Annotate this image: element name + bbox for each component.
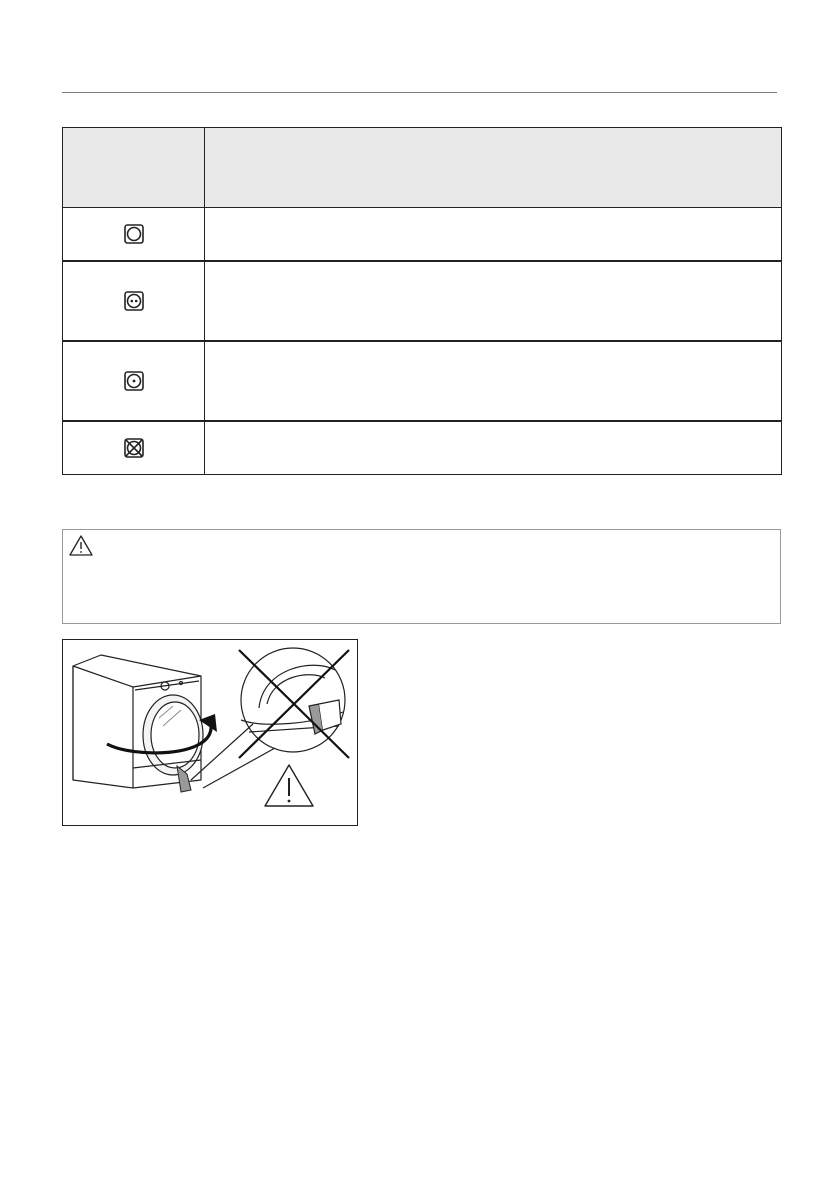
table-row <box>63 261 782 341</box>
table-row <box>63 421 782 475</box>
table-row <box>63 208 782 262</box>
table-row <box>63 341 782 421</box>
description-cell <box>205 208 782 262</box>
symbol-cell <box>63 421 205 475</box>
tumble-dry-high-heat-icon <box>124 291 144 311</box>
tumble-dry-low-heat-icon <box>124 371 144 391</box>
do-not-tumble-dry-icon <box>124 438 144 458</box>
symbol-column-header <box>63 128 205 208</box>
dryer-door-illustration <box>63 640 357 825</box>
description-cell <box>205 341 782 421</box>
warning-triangle-icon <box>68 534 94 558</box>
symbol-cell <box>63 261 205 341</box>
header-rule <box>62 92 777 93</box>
description-cell <box>205 261 782 341</box>
description-cell <box>205 421 782 475</box>
care-symbols-table <box>62 127 782 475</box>
description-column-header <box>205 128 782 208</box>
dryer-door-figure <box>62 639 358 826</box>
tumble-dry-normal-icon <box>124 224 144 244</box>
symbol-cell <box>63 341 205 421</box>
symbol-cell <box>63 208 205 262</box>
warning-triangle-icon <box>265 765 313 806</box>
warning-box <box>62 529 781 624</box>
table-header-row <box>63 128 782 208</box>
